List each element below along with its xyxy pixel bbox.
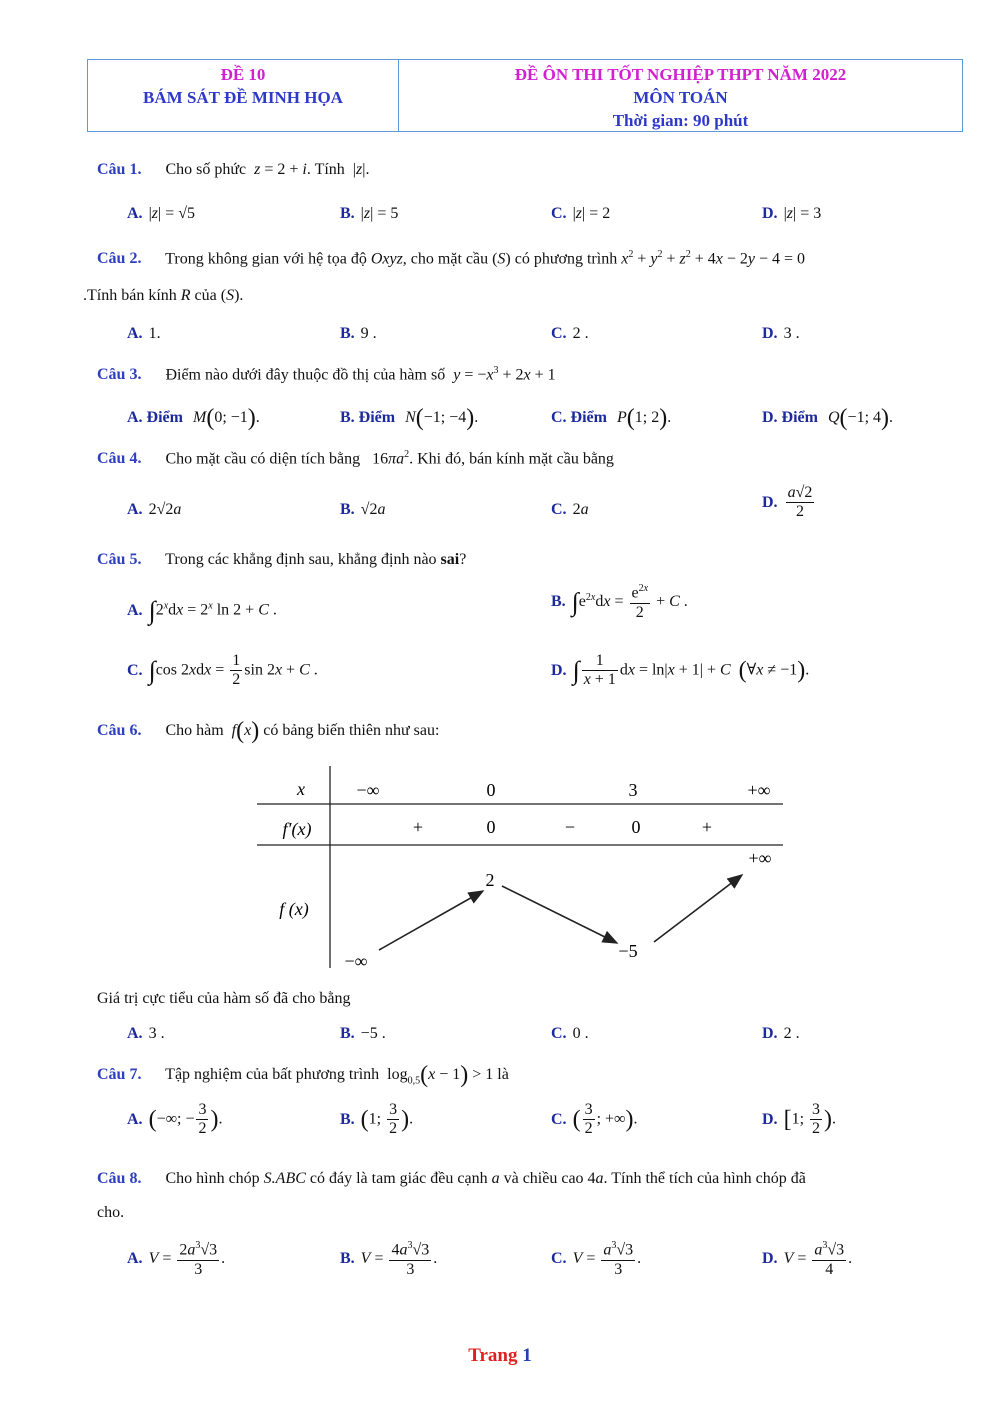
q5-option-d[interactable]: D. ∫ $\frac{1}{x + 1}$ dx = ln|x + 1| + C (∀x ≠ −1).	[551, 652, 810, 689]
question-text: .	[365, 161, 370, 178]
question-text: Cho số phức	[165, 161, 247, 178]
q2-option-c[interactable]: C. 2 .	[551, 325, 589, 342]
question-text: của	[194, 287, 217, 304]
question-text: Cho mặt cầu có diện tích bằng	[165, 450, 361, 468]
exam-duration: Thời gian: 90 phút	[612, 111, 749, 130]
f-value: −5	[618, 941, 638, 961]
exam-number: ĐỀ 10	[220, 65, 266, 84]
question-2: Câu 2. Trong không gian với hệ tọa độ Oxyz, cho mặt cầu (S) có phương trình $x^2 + y^2 + z^2 + 4x - 2y - 4 = 0$	[97, 249, 806, 268]
question-2-line2: .Tính bán kính R của (S).	[83, 287, 244, 304]
exam-title: ĐỀ ÔN THI TỐT NGHIỆP THPT NĂM 2022	[514, 65, 847, 84]
question-text: . Tính thể tích của hình chóp đã	[603, 1170, 806, 1187]
q1-option-d[interactable]: D. |z| = 3	[762, 205, 822, 222]
q4-option-a[interactable]: A. 2√2a	[127, 501, 182, 518]
q6-option-c[interactable]: C. 0 .	[551, 1025, 589, 1042]
question-text: Cho hình chóp	[165, 1170, 260, 1187]
question-text-bold: sai	[440, 551, 460, 568]
q6-option-d[interactable]: D. 2 .	[762, 1025, 800, 1042]
question-text: Giá trị cực tiểu của hàm số đã cho bằng	[97, 990, 351, 1007]
question-text: Điểm nào dưới đây thuộc đồ thị của hàm số	[165, 366, 446, 384]
exam-subject: MÔN TOÁN	[633, 88, 728, 107]
q1-option-a[interactable]: A. |z| = √5	[127, 205, 196, 222]
q8-option-a[interactable]: A. V = $\frac{2a^3√3}{3}$ .	[127, 1240, 226, 1278]
question-text: Cho hàm	[165, 722, 224, 740]
question-text: là	[497, 1066, 509, 1084]
question-text: , cho mặt cầu	[402, 250, 489, 268]
question-8: Câu 8. Cho hình chóp S.ABC có đáy là tam giác đều cạnh a và chiều cao 4a. Tính thể tích của hình chóp đã	[97, 1170, 806, 1187]
decrease-arrow	[502, 886, 617, 943]
question-text: Tập nghiệm của bất phương trình	[165, 1066, 380, 1084]
f-label: f (x)	[279, 899, 309, 919]
question-4: Câu 4. Cho mặt cầu có diện tích bằng $16\pi a^2$. Khi đó, bán kính mặt cầu bằng	[97, 449, 614, 468]
question-5: Câu 5. Trong các khẳng định sau, khẳng định nào sai?	[97, 551, 467, 568]
question-text: . Tính	[306, 161, 345, 178]
q7-option-c[interactable]: C. ( $\frac{3}{2}$ ; +∞).	[551, 1101, 638, 1138]
q1-option-b[interactable]: B. |z| = 5	[340, 205, 399, 222]
question-text: . Khi đó, bán kính mặt cầu bằng	[409, 450, 614, 468]
q4-option-c[interactable]: C. 2a	[551, 501, 589, 518]
q2-option-d[interactable]: D. 3 .	[762, 325, 800, 342]
question-label: Câu 5.	[97, 551, 142, 568]
question-text: Trong không gian với hệ tọa độ	[165, 250, 367, 268]
x-value: +∞	[747, 780, 771, 800]
question-7: Câu 7. Tập nghiệm của bất phương trình $\log_{0,5}(x - 1) > 1$ là	[97, 1062, 509, 1088]
increase-arrow	[379, 891, 483, 950]
q7-option-d[interactable]: D. [1; $\frac{3}{2}$ ).	[762, 1101, 837, 1138]
question-text: có phương trình	[514, 250, 618, 268]
f-value: 2	[485, 870, 495, 890]
q2-option-a[interactable]: A. 1.	[127, 325, 161, 342]
question-label: Câu 7.	[97, 1066, 142, 1084]
q5-option-a[interactable]: A. $\int 2^xdx = 2^x$ ln 2 + C .	[127, 596, 277, 625]
question-text: .Tính bán kính	[83, 287, 177, 304]
q3-option-d[interactable]: D. Điểm Q(−1; 4).	[762, 405, 894, 431]
q3-option-c[interactable]: C. Điểm P(1; 2).	[551, 405, 672, 431]
question-text: Trong các khẳng định sau, khẳng định nào	[165, 551, 437, 568]
q8-option-c[interactable]: C. V = $\frac{a^3√3}{3}$ .	[551, 1240, 642, 1278]
q8-option-b[interactable]: B. V = $\frac{4a^3√3}{3}$ .	[340, 1240, 438, 1278]
q8-option-d[interactable]: D. V = $\frac{a^3√3}{4}$ .	[762, 1240, 853, 1278]
q4-option-d[interactable]: D. $\frac{a√2}{2}$	[762, 484, 813, 521]
fprime-sign: −	[564, 817, 576, 837]
question-label: Câu 3.	[97, 366, 142, 384]
question-3: Câu 3. Điểm nào dưới đây thuộc đồ thị của hàm số $y = -x^3 + 2x + 1$	[97, 365, 556, 384]
page-footer	[0, 1345, 1000, 1367]
f-value: +∞	[748, 848, 772, 868]
q3-option-b[interactable]: B. Điểm N(−1; −4).	[340, 405, 479, 431]
q1-option-c[interactable]: C. |z| = 2	[551, 205, 611, 222]
question-8-line2	[97, 1204, 124, 1222]
question-text: có bảng biến thiên như sau:	[263, 722, 440, 740]
question-6-prompt	[97, 990, 350, 1008]
question-label: Câu 1.	[97, 161, 142, 178]
q7-option-b[interactable]: B. (1; $\frac{3}{2}$ ).	[340, 1101, 414, 1138]
page-word: Trang	[468, 1345, 518, 1366]
x-label: x	[297, 779, 305, 799]
q2-option-b[interactable]: B. 9 .	[340, 325, 377, 342]
fprime-sign: +	[412, 817, 424, 837]
fprime-sign: +	[701, 817, 713, 837]
fprime-zero: 0	[631, 817, 641, 837]
question-6: Câu 6. Cho hàm f(x) có bảng biến thiên như sau:	[97, 718, 440, 744]
fprime-label: f′(x)	[282, 819, 312, 839]
question-1: Câu 1. Cho số phức z = 2 + i. Tính |z|.	[97, 161, 370, 178]
q6-option-a[interactable]: A. 3 .	[127, 1025, 165, 1042]
question-text: có đáy là tam giác đều cạnh	[309, 1170, 488, 1187]
increase-arrow	[654, 875, 742, 942]
page-number: 1	[522, 1345, 532, 1366]
x-value: −∞	[356, 780, 380, 800]
q6-option-b[interactable]: B. −5 .	[340, 1025, 386, 1042]
question-text: và chiều cao	[503, 1170, 584, 1187]
q7-option-a[interactable]: A. (−∞; − $\frac{3}{2}$ ).	[127, 1101, 223, 1138]
q3-option-a[interactable]: A. Điểm M(0; −1).	[127, 405, 260, 431]
q5-option-b[interactable]: B. $\int e^{2x}dx$ = $\frac{e^{2x}}{2}$ + C .	[551, 583, 688, 621]
question-text: cho.	[97, 1204, 125, 1221]
q5-option-c[interactable]: C. ∫cos 2xdx = $\frac{1}{2}$ sin 2x + C .	[127, 652, 318, 689]
x-value: 0	[486, 780, 496, 800]
q4-option-b[interactable]: B. √2a	[340, 501, 386, 518]
fprime-zero: 0	[486, 817, 496, 837]
f-value: −∞	[344, 951, 368, 971]
exam-subtitle: BÁM SÁT ĐỀ MINH HỌA	[143, 88, 343, 107]
x-value: 3	[628, 780, 638, 800]
question-label: Câu 6.	[97, 722, 142, 740]
question-label: Câu 4.	[97, 450, 142, 468]
question-label: Câu 8.	[97, 1170, 142, 1187]
question-label: Câu 2.	[97, 250, 142, 268]
